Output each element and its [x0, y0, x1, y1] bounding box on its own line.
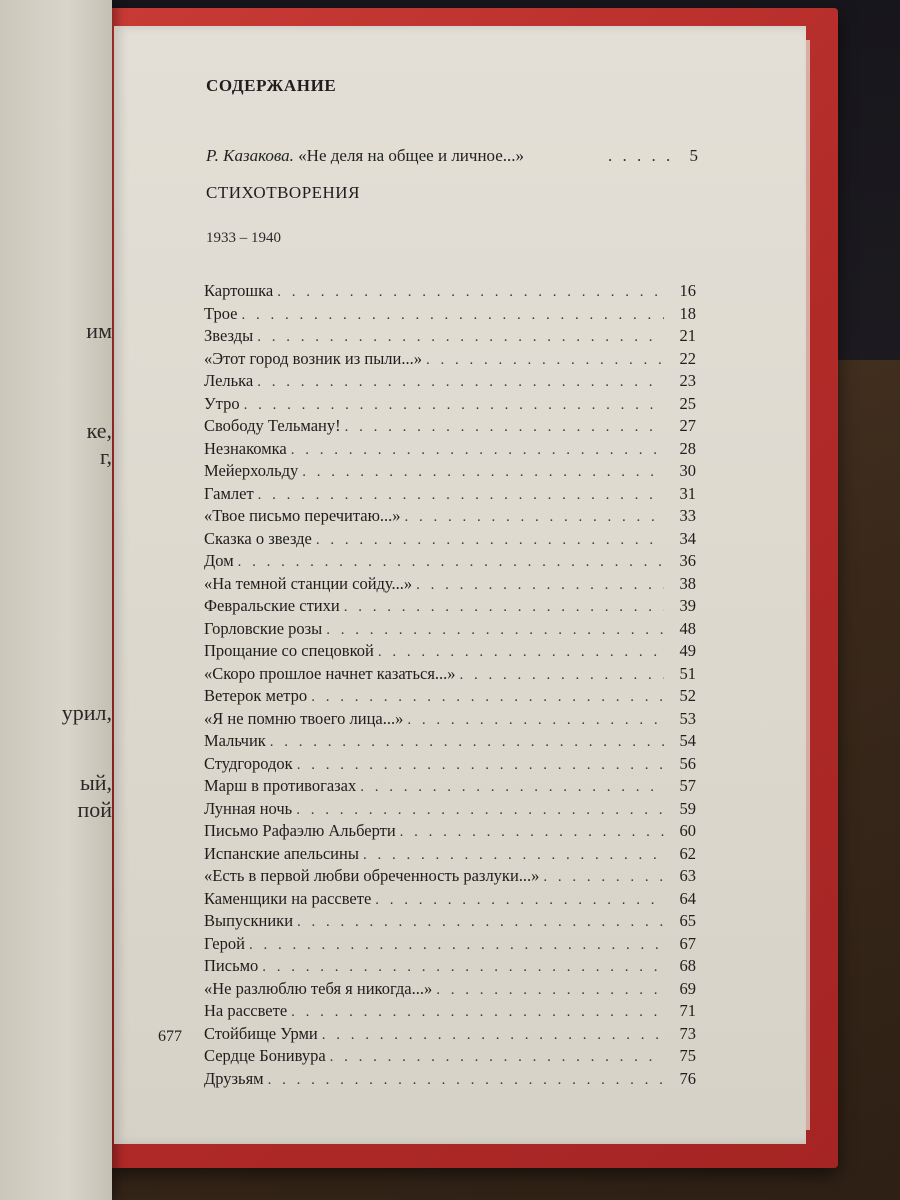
toc-entry — [204, 618, 696, 641]
toc-leader-dots — [363, 844, 664, 866]
toc-leader-dots — [322, 1024, 664, 1046]
toc-entry-page: 53 — [679, 708, 696, 728]
toc-entry-title: Письмо — [204, 956, 259, 975]
toc-entry-page: 68 — [679, 956, 696, 975]
toc-leader-dots — [436, 979, 664, 1001]
toc-leader-dots — [258, 484, 664, 506]
toc-entry — [204, 775, 696, 798]
toc-leader-dots — [375, 889, 664, 911]
toc-entry-page: 31 — [679, 483, 696, 503]
toc-entry-title: Сердце Бонивура — [204, 1046, 326, 1065]
toc-leader-dots — [262, 956, 664, 978]
toc-entry-page: 64 — [679, 888, 696, 908]
toc-entry-page: 38 — [679, 573, 696, 593]
toc-entry-page: 39 — [679, 596, 696, 615]
contents-title: СОДЕРЖАНИЕ — [206, 76, 337, 95]
toc-entry-title: Утро — [204, 393, 240, 413]
toc-entry-page: 57 — [679, 776, 696, 795]
toc-entry-title: Прощание со спецовкой — [204, 641, 374, 660]
toc-leader-dots — [257, 326, 664, 348]
page-folio: 677 — [158, 1028, 182, 1045]
toc-leader-dots — [244, 394, 664, 416]
toc-entry-page: 28 — [679, 438, 696, 458]
toc-entry — [204, 595, 696, 618]
toc-entry-title: «Скоро прошлое начнет казаться...» — [204, 663, 456, 683]
left-page-fragment: урил, — [61, 700, 112, 725]
toc-entry — [204, 550, 696, 573]
toc-entry — [204, 505, 696, 528]
toc-entry-title: Лелька — [204, 371, 254, 390]
toc-entry-page: 75 — [679, 1046, 696, 1065]
toc-entry — [204, 820, 696, 843]
toc-entry-title: Звезды — [204, 326, 254, 345]
toc-entry-page: 48 — [679, 618, 696, 638]
toc-leader-dots — [249, 934, 664, 956]
toc-leader-dots — [238, 551, 664, 573]
toc-entry-page: 18 — [679, 303, 696, 323]
toc-leader-dots — [302, 461, 664, 483]
toc-leader-dots — [416, 574, 664, 596]
toc-entry-title: Трое — [204, 303, 238, 323]
toc-leader-dots — [311, 686, 664, 708]
toc-entry-page: 23 — [679, 371, 696, 390]
toc-entry — [204, 348, 696, 371]
toc-leader-dots — [378, 641, 664, 663]
toc-entry-page: 62 — [679, 843, 696, 863]
toc-entry-page: 22 — [679, 348, 696, 368]
years-subheading: 1933 – 1940 — [206, 230, 281, 246]
toc-entry-title: Лунная ночь — [204, 798, 293, 818]
toc-entry — [204, 1023, 696, 1046]
toc-leader-dots — [291, 439, 664, 461]
toc-entry — [204, 843, 696, 866]
toc-entry — [204, 910, 696, 933]
toc-leader-dots — [257, 371, 664, 393]
toc-entry-page: 76 — [679, 1068, 696, 1088]
toc-leader-dots — [345, 416, 664, 438]
toc-entry-title: Мальчик — [204, 731, 266, 750]
toc-entry-title: Гамлет — [204, 483, 254, 503]
toc-entry — [204, 1068, 696, 1091]
toc-entry-title: Ветерок метро — [204, 686, 308, 705]
toc-entry-page: 27 — [679, 416, 696, 435]
toc-entry-title: Мейерхольду — [204, 461, 299, 480]
toc-entry — [204, 573, 696, 596]
toc-leader-dots — [344, 596, 664, 618]
toc-entry — [204, 438, 696, 461]
left-page-fragment: пой — [77, 797, 112, 822]
toc-entry — [204, 370, 696, 393]
toc-leader-dots — [296, 799, 664, 821]
toc-entry-page: 63 — [679, 866, 696, 885]
toc-entry — [204, 393, 696, 416]
toc-leader-dots — [268, 1069, 664, 1091]
toc-leader-dots — [330, 1046, 664, 1068]
toc-entry-title: «Не разлюблю тебя я никогда...» — [204, 978, 433, 998]
toc-leader-dots — [543, 866, 664, 888]
toc-entry — [204, 460, 696, 483]
toc-entry — [204, 798, 696, 821]
toc-leader-dots — [326, 619, 664, 641]
toc-leader-dots — [405, 506, 664, 528]
toc-leader-dots — [400, 821, 664, 843]
toc-entry — [204, 415, 696, 438]
toc-entry-page: 16 — [679, 281, 696, 300]
toc-entry — [204, 955, 696, 978]
preface-leader-dots: . . . . . — [608, 146, 674, 165]
toc-entry-title: Свободу Тельману! — [204, 416, 341, 435]
toc-leader-dots — [277, 281, 664, 303]
preface-entry — [206, 144, 700, 168]
toc-entry — [204, 640, 696, 663]
toc-entry-page: 67 — [679, 933, 696, 953]
toc-entry-title: «Этот город возник из пыли...» — [204, 348, 422, 368]
toc-entry-title: «Есть в первой любви обреченность разлуки...» — [204, 866, 540, 885]
toc-entry — [204, 753, 696, 776]
toc-entry-title: Друзьям — [204, 1068, 264, 1088]
toc-leader-dots — [270, 731, 664, 753]
toc-entry-page: 71 — [679, 1001, 696, 1020]
toc-leader-dots — [297, 754, 664, 776]
toc-entry — [204, 483, 696, 506]
toc-entry-page: 33 — [679, 506, 696, 525]
toc-entry-title: Студгородок — [204, 753, 293, 773]
toc-entry — [204, 978, 696, 1001]
toc-leader-dots — [291, 1001, 664, 1023]
toc-entry — [204, 663, 696, 686]
toc-leader-dots — [460, 664, 664, 686]
toc-entry-title: Письмо Рафаэлю Альберти — [204, 821, 396, 840]
toc-entry-page: 34 — [679, 528, 696, 548]
left-page — [0, 0, 112, 1200]
toc-entry-title: Марш в противогазах — [204, 776, 357, 795]
toc-entry-page: 73 — [679, 1023, 696, 1043]
left-page-fragment: им — [86, 318, 112, 343]
toc-entry-title: Выпускники — [204, 911, 294, 930]
toc-entry — [204, 280, 696, 303]
left-page-fragment: г, — [99, 444, 112, 469]
toc-entry — [204, 1045, 696, 1068]
toc-entry-title: Испанские апельсины — [204, 843, 359, 863]
toc-entry-page: 59 — [679, 798, 696, 818]
toc-entry-title: «Твое письмо перечитаю...» — [204, 506, 401, 525]
toc-entry — [204, 325, 696, 348]
left-page-fragment: ый, — [79, 770, 112, 795]
preface-title: «Не деля на общее и личное...» — [298, 146, 525, 165]
section-heading: СТИХОТВОРЕНИЯ — [206, 183, 360, 202]
toc-leader-dots — [360, 776, 664, 798]
preface-author: Р. Казакова. — [206, 146, 294, 165]
toc-entry-page: 69 — [679, 978, 696, 998]
toc-entry — [204, 303, 696, 326]
toc-entry-page: 60 — [679, 821, 696, 840]
toc-entry-title: Февральские стихи — [204, 596, 340, 615]
toc-leader-dots — [426, 349, 664, 371]
toc-leader-dots — [241, 304, 664, 326]
toc-entry-title: Стойбище Урми — [204, 1023, 318, 1043]
toc-entry-title: «Я не помню твоего лица...» — [204, 708, 404, 728]
toc-entry — [204, 708, 696, 731]
toc-entry-title: Дом — [204, 551, 234, 570]
toc-entry-title: «На темной станции сойду...» — [204, 573, 413, 593]
page-edge — [806, 40, 810, 1130]
toc-leader-dots — [407, 709, 664, 731]
toc-leader-dots — [297, 911, 664, 933]
toc-entry-page: 65 — [679, 911, 696, 930]
toc-entry-page: 54 — [679, 731, 696, 750]
toc-entry-title: Каменщики на рассвете — [204, 888, 372, 908]
left-page-fragment: ке, — [86, 418, 112, 443]
toc-entry — [204, 730, 696, 753]
toc-entry — [204, 528, 696, 551]
toc-entry — [204, 933, 696, 956]
toc-entry-page: 49 — [679, 641, 696, 660]
toc-entry-page: 25 — [679, 393, 696, 413]
toc-leader-dots — [316, 529, 664, 551]
toc-entry — [204, 888, 696, 911]
toc-entry-title: Картошка — [204, 281, 274, 300]
toc-entry-page: 52 — [679, 686, 696, 705]
toc-entry-title: Горловские розы — [204, 618, 323, 638]
toc-entry-title: Сказка о звезде — [204, 528, 312, 548]
toc-entry-title: Незнакомка — [204, 438, 287, 458]
preface-page-number: 5 — [689, 146, 698, 165]
toc-entry — [204, 1000, 696, 1023]
toc-entry-title: На рассвете — [204, 1001, 288, 1020]
toc-entry — [204, 865, 696, 888]
toc-list — [204, 280, 696, 1090]
toc-entry-page: 56 — [679, 753, 696, 773]
toc-entry-title: Герой — [204, 933, 245, 953]
toc-entry-page: 30 — [679, 461, 696, 480]
toc-entry-page: 36 — [679, 551, 696, 570]
toc-entry-page: 21 — [679, 326, 696, 345]
toc-entry — [204, 685, 696, 708]
toc-entry-page: 51 — [679, 663, 696, 683]
